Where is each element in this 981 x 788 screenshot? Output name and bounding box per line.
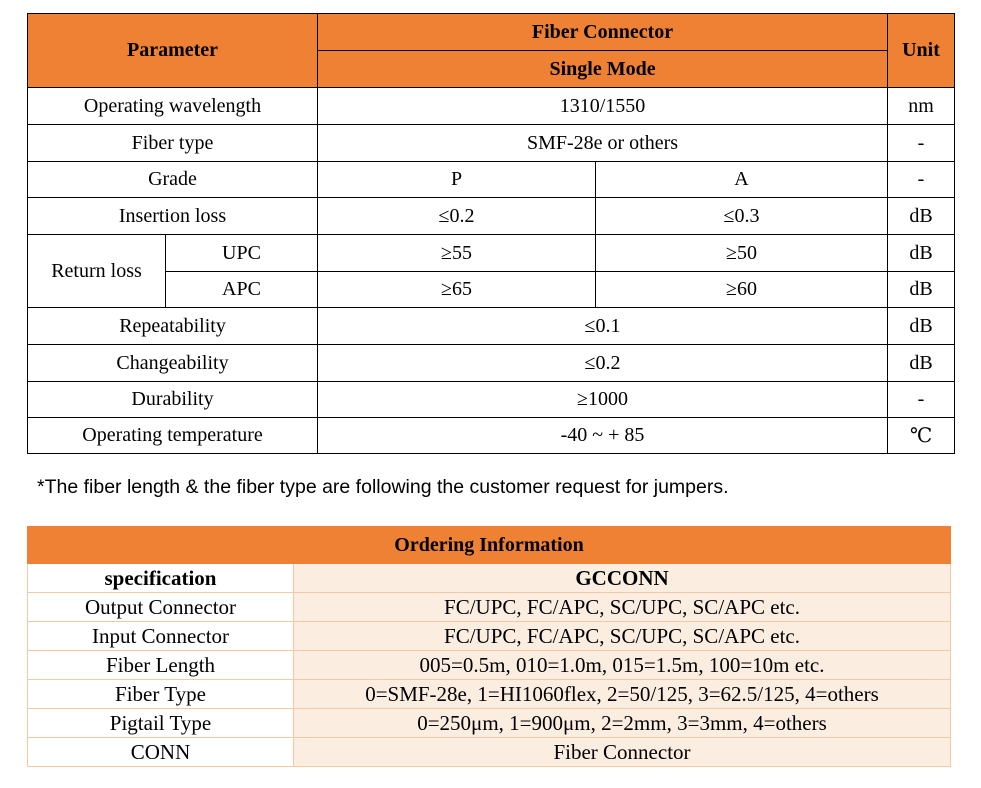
spec-label: specification — [28, 564, 294, 593]
table-row — [28, 651, 951, 680]
value-cell: ≥1000 — [318, 382, 888, 418]
table-row — [28, 272, 955, 308]
table-row — [28, 709, 951, 738]
param-cell: Insertion loss — [28, 198, 318, 235]
table-row — [28, 382, 955, 418]
order-value: FC/UPC, FC/APC, SC/UPC, SC/APC etc. — [294, 622, 951, 651]
param-cell: Operating temperature — [28, 418, 318, 454]
order-label: Input Connector — [28, 622, 294, 651]
order-value: FC/UPC, FC/APC, SC/UPC, SC/APC etc. — [294, 593, 951, 622]
param-cell: Durability — [28, 382, 318, 418]
value-cell-p: ≤0.2 — [318, 198, 596, 235]
table-row — [28, 235, 955, 272]
unit-cell: - — [888, 162, 955, 198]
value-cell-p: ≥55 — [318, 235, 596, 272]
unit-cell: dB — [888, 345, 955, 382]
unit-cell: - — [888, 382, 955, 418]
order-value: 0=250μm, 1=900μm, 2=2mm, 3=3mm, 4=others — [294, 709, 951, 738]
order-label: Pigtail Type — [28, 709, 294, 738]
table-row — [28, 162, 955, 198]
unit-cell: nm — [888, 88, 955, 125]
value-cell: -40 ~ + 85 — [318, 418, 888, 454]
table-row — [28, 88, 955, 125]
spec-header-row — [28, 14, 955, 51]
order-label: Output Connector — [28, 593, 294, 622]
order-value: 0=SMF-28e, 1=HI1060flex, 2=50/125, 3=62.5/125, 4=others — [294, 680, 951, 709]
order-label: Fiber Length — [28, 651, 294, 680]
value-cell-a: ≥60 — [596, 272, 888, 308]
unit-cell: ℃ — [888, 418, 955, 454]
ordering-title-row — [28, 527, 951, 564]
table-row — [28, 198, 955, 235]
header-single-mode: Single Mode — [318, 51, 888, 88]
table-row — [28, 564, 951, 593]
order-value: 005=0.5m, 010=1.0m, 015=1.5m, 100=10m etc. — [294, 651, 951, 680]
table-row — [28, 593, 951, 622]
table-row — [28, 622, 951, 651]
sub-param-cell: APC — [166, 272, 318, 308]
param-cell: Grade — [28, 162, 318, 198]
value-cell-a: A — [596, 162, 888, 198]
param-cell: Repeatability — [28, 308, 318, 345]
footnote: *The fiber length & the fiber type are following the customer request for jumpers. — [37, 476, 729, 498]
value-cell: ≤0.2 — [318, 345, 888, 382]
value-cell-p: P — [318, 162, 596, 198]
table-row — [28, 738, 951, 767]
table-row — [28, 680, 951, 709]
param-cell: Operating wavelength — [28, 88, 318, 125]
order-label: CONN — [28, 738, 294, 767]
value-cell: ≤0.1 — [318, 308, 888, 345]
param-cell: Return loss — [28, 235, 166, 308]
value-cell-p: ≥65 — [318, 272, 596, 308]
order-value: Fiber Connector — [294, 738, 951, 767]
table-row — [28, 125, 955, 162]
param-cell: Changeability — [28, 345, 318, 382]
param-cell: Fiber type — [28, 125, 318, 162]
unit-cell: dB — [888, 308, 955, 345]
value-cell: 1310/1550 — [318, 88, 888, 125]
unit-cell: dB — [888, 272, 955, 308]
header-parameter: Parameter — [28, 14, 318, 88]
table-row — [28, 418, 955, 454]
header-fiber-connector: Fiber Connector — [318, 14, 888, 51]
value-cell: SMF-28e or others — [318, 125, 888, 162]
table-row — [28, 308, 955, 345]
ordering-table — [27, 526, 951, 767]
value-cell-a: ≥50 — [596, 235, 888, 272]
unit-cell: - — [888, 125, 955, 162]
unit-cell: dB — [888, 235, 955, 272]
spec-table — [27, 13, 955, 454]
sub-param-cell: UPC — [166, 235, 318, 272]
spec-value: GCCONN — [294, 564, 951, 593]
header-unit: Unit — [888, 14, 955, 88]
value-cell-a: ≤0.3 — [596, 198, 888, 235]
table-row — [28, 345, 955, 382]
order-label: Fiber Type — [28, 680, 294, 709]
ordering-title: Ordering Information — [28, 527, 951, 564]
unit-cell: dB — [888, 198, 955, 235]
